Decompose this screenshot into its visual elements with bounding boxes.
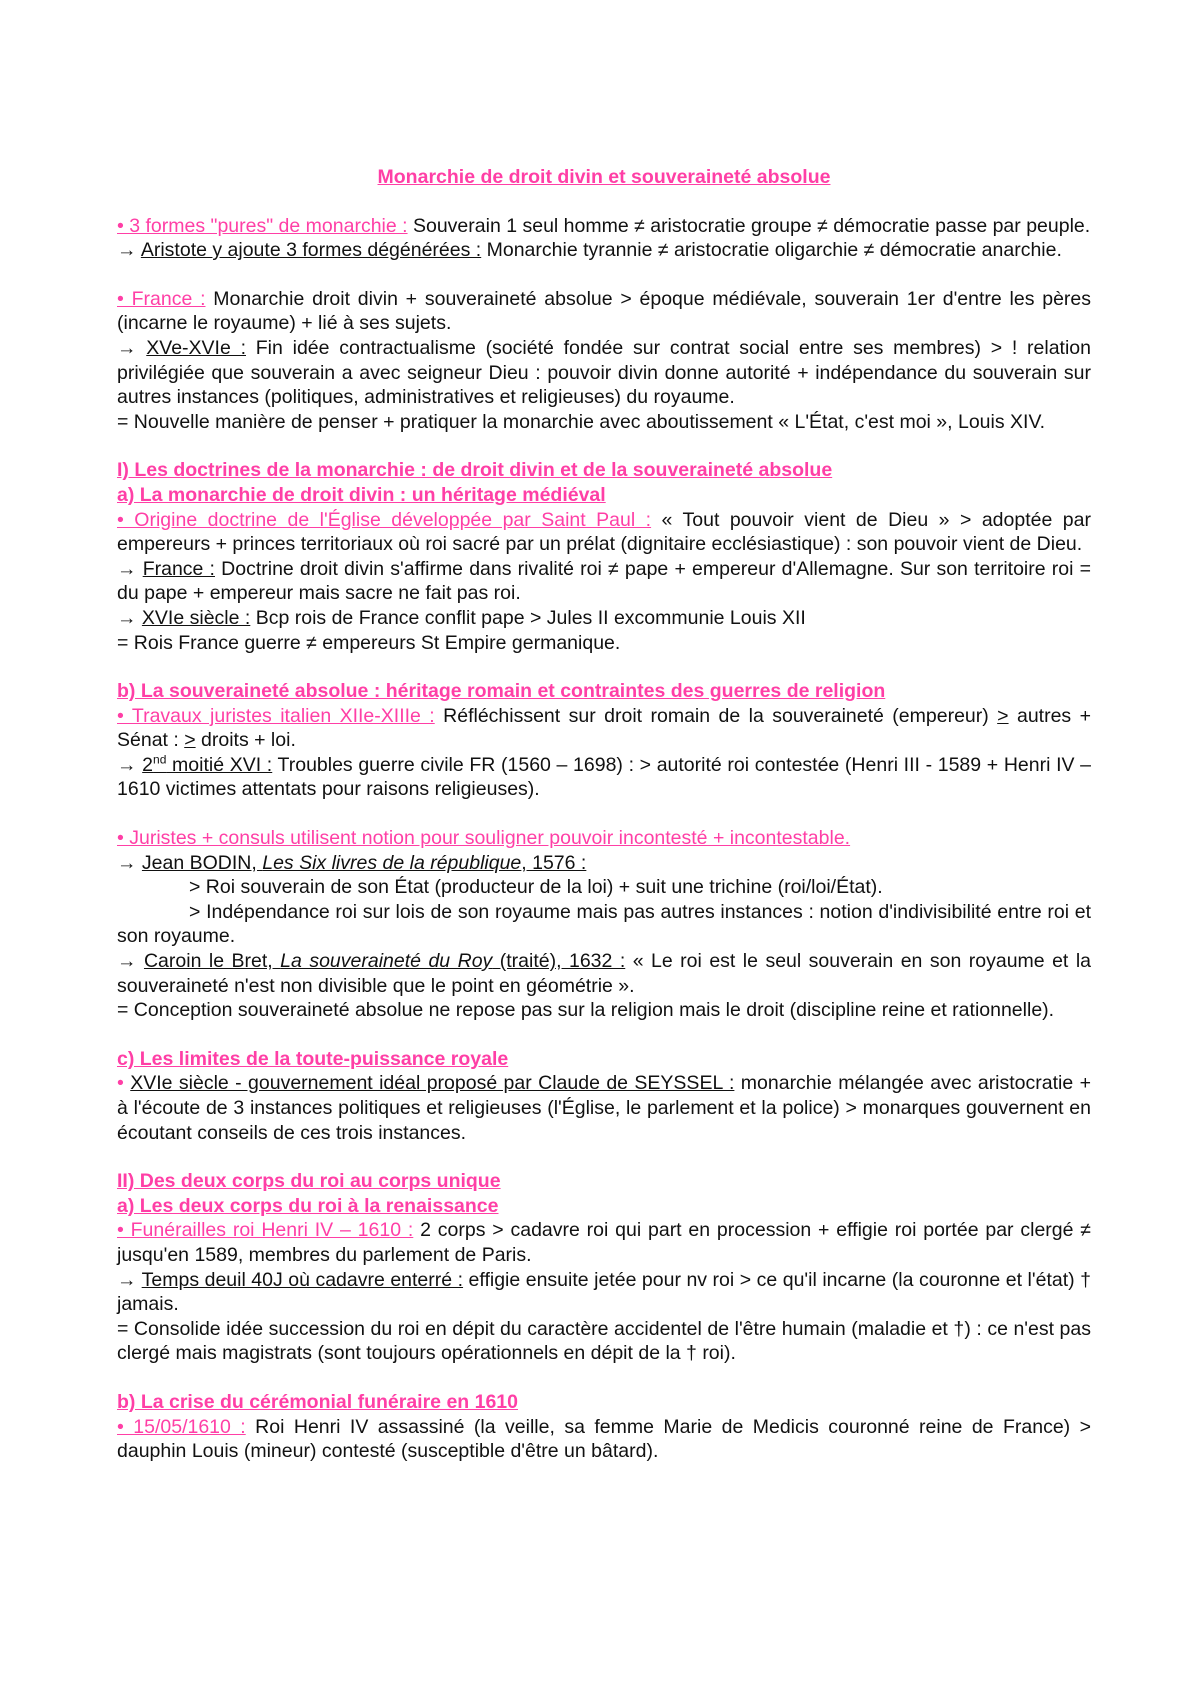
key-phrase: • 3 formes "pures" de monarchie : <box>117 214 408 237</box>
subsection-heading-1c: c) Les limites de la toute-puissance royale <box>117 1047 509 1070</box>
section-heading-part2: II) Des deux corps du roi au corps unique <box>117 1170 501 1193</box>
paragraph-1b-moitie: → 2nd moitié XVI : Troubles guerre civile FR (1560 – 1698) : > autorité roi contestée (Henri III - 1589 + Henri IV – 1610 victimes attentats pour raisons religieuses). <box>117 752 1092 801</box>
paragraph-1c-seyssel: • XVIe siècle - gouvernement idéal proposé par Claude de SEYSSEL : monarchie mélangée avec aristocratie + à l'écoute de 3 instances politiques et religieuses (l'Église, le parlement et la police) > monarques gouvernent en écoutant conseils de ces trois instances. <box>117 1072 1091 1144</box>
paragraph-1b-conclusion: = Conception souveraineté absolue ne repose pas sur la religion mais le droit (discipline reine et rationnelle). <box>117 999 1055 1022</box>
paragraph-1b-bodin: → Jean BODIN, Les Six livres de la république, 1576 : <box>117 851 587 874</box>
paragraph-1b-juristes <box>117 826 1091 851</box>
key-phrase: 2nd moitié XVI : <box>142 752 273 776</box>
key-phrase: XVIe siècle - gouvernement idéal proposé par Claude de SEYSSEL : <box>130 1072 735 1095</box>
intro-paragraph-forms: • 3 formes "pures" de monarchie : Souverain 1 seul homme ≠ aristocratie groupe ≠ démocratie passe par peuple. <box>117 214 1091 237</box>
key-phrase: France : <box>142 557 215 580</box>
paragraph-1b-travaux: • Travaux juristes italien XIIe-XIIIe : Réfléchissent sur droit romain de la souveraineté (empereur) > autres + Sénat : > droits + loi. <box>117 704 1091 752</box>
paragraph-2a-conclusion: = Consolide idée succession du roi en dépit du caractère accidentel de l'être humain (maladie et †) : ce n'est pas clergé mais magistrats (sont toujours opérationnels en dépit de la † roi). <box>117 1317 1091 1365</box>
document-title: Monarchie de droit divin et souveraineté absolue <box>377 166 831 188</box>
paragraph-2a-funerailles: • Funérailles roi Henri IV – 1610 : 2 corps > cadavre roi qui part en procession + effigie roi portée par clergé ≠ jusqu'en 1589, membres du parlement de Paris. <box>117 1219 1091 1266</box>
key-phrase: XVIe siècle : <box>141 606 251 629</box>
key-phrase: • Funérailles roi Henri IV – 1610 : <box>117 1219 414 1242</box>
key-phrase: • Origine doctrine de l'Église développée par Saint Paul : <box>117 508 652 531</box>
key-phrase: • 15/05/1610 : <box>117 1415 246 1438</box>
paragraph-1b-bodin-point2: > Indépendance roi sur lois de son royaume mais pas autres instances : notion d'indivisibilité entre roi et son royaume. <box>117 900 1091 948</box>
section-heading-part1: I) Les doctrines de la monarchie : de droit divin et de la souveraineté absolue <box>117 459 833 482</box>
key-phrase: Temps deuil 40J où cadavre enterré : <box>141 1268 464 1291</box>
subsection-heading-2a: a) Les deux corps du roi à la renaissance <box>117 1194 499 1217</box>
key-phrase: • Juristes + consuls utilisent notion pour souligner pouvoir incontesté + incontestable. <box>117 827 851 850</box>
paragraph-2a-deuil: → Temps deuil 40J où cadavre enterré : effigie ensuite jetée pour nv roi > ce qu'il incarne (la couronne et l'état) † jamais. <box>117 1268 1091 1316</box>
paragraph-1a-origine: • Origine doctrine de l'Église développée par Saint Paul : « Tout pouvoir vient de Dieu » > adoptée par empereurs + princes territoriaux où roi sacré par un prélat (dignitaire ecclésiastique) : son pouvoir vient de Dieu. <box>117 508 1091 556</box>
paragraph-1b-bodin-point1: > Roi souverain de son État (producteur de la loi) + suit une trichine (roi/loi/État). <box>189 876 883 899</box>
paragraph-1a-france: → France : Doctrine droit divin s'affirme dans rivalité roi ≠ pape + empereur d'Allemagne. Sur son territoire roi = du pape + empereur mais sacre ne fait pas roi. <box>117 557 1091 605</box>
key-phrase: Caroin le Bret, La souveraineté du Roy (traité), 1632 : <box>143 950 626 973</box>
subsection-heading-1b: b) La souveraineté absolue : héritage romain et contraintes des guerres de religion <box>117 680 886 703</box>
paragraph-2b-date: • 15/05/1610 : Roi Henri IV assassiné (la veille, sa femme Marie de Medicis couronné reine de France) > dauphin Louis (mineur) contesté (susceptible d'être un bâtard). <box>117 1415 1091 1463</box>
paragraph-1a-xvie: → XVIe siècle : Bcp rois de France conflit pape > Jules II excommunie Louis XII <box>117 606 806 629</box>
key-phrase: Jean BODIN, Les Six livres de la république, 1576 : <box>141 851 587 874</box>
key-phrase: • Travaux juristes italien XIIe-XIIIe : <box>117 704 435 727</box>
key-phrase: • France : <box>117 287 206 310</box>
intro-paragraph-aristote: → Aristote y ajoute 3 formes dégénérées : Monarchie tyrannie ≠ aristocratie oligarchie ≠ démocratie anarchie. <box>117 239 1062 262</box>
key-phrase: XVe-XVIe : <box>146 336 246 359</box>
intro-paragraph-conclusion: = Nouvelle manière de penser + pratiquer la monarchie avec aboutissement « L'État, c'est moi », Louis XIV. <box>117 410 1046 433</box>
subsection-heading-2b: b) La crise du cérémonial funéraire en 1610 <box>117 1390 518 1413</box>
paragraph-1b-bret: → Caroin le Bret, La souveraineté du Roy (traité), 1632 : « Le roi est le seul souverain en son royaume et la souveraineté n'est non divisible que le point en géométrie ». <box>117 950 1091 997</box>
intro-paragraph-xve: → XVe-XVIe : Fin idée contractualisme (société fondée sur contrat social entre ses membres) > ! relation privilégiée que souverain a avec seigneur Dieu : pouvoir divin donne autorité + indépendance du souverain sur autres instances (politiques, administratives et religieuses) du royaume. <box>117 336 1091 409</box>
key-phrase: Aristote y ajoute 3 formes dégénérées : <box>140 239 482 262</box>
paragraph-1a-conclusion: = Rois France guerre ≠ empereurs St Empire germanique. <box>117 631 621 654</box>
subsection-heading-1a: a) La monarchie de droit divin : un héritage médiéval <box>117 483 606 506</box>
intro-paragraph-france: • France : Monarchie droit divin + souveraineté absolue > époque médiévale, souverain 1er d'entre les pères (incarne le royaume) + lié à ses sujets. <box>117 287 1092 335</box>
document-page <box>117 165 1091 1464</box>
